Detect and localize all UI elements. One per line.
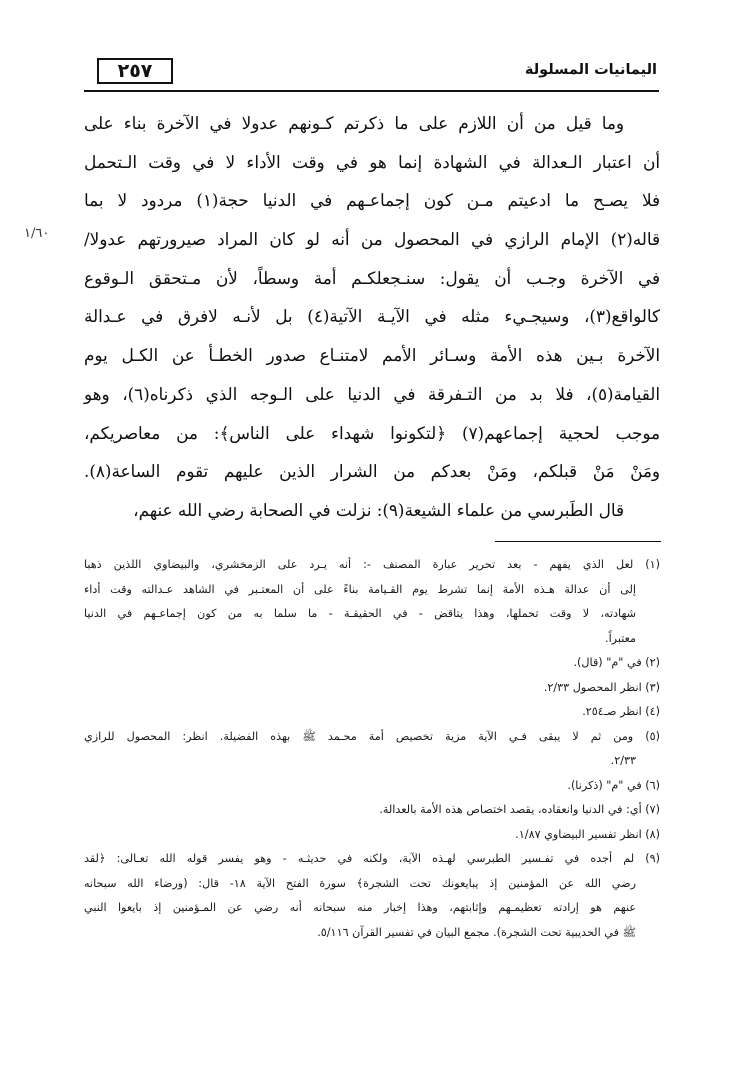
footnote-line: شهادته، لا وقت تحملها، وهذا يتاقض - في الحقيقـة - ما سلما به من كون إجماعـهم في الدنيا — [84, 607, 636, 620]
header-rule — [84, 90, 659, 92]
footnote-line: معتبراً. — [605, 631, 636, 645]
footnote-line: (٢) في "م" (قال). — [573, 656, 660, 669]
footnote-1 — [84, 553, 660, 651]
footnote-line: (٨) انظر تفسير البيضاوي ١/٨٧. — [515, 827, 660, 841]
footnote-4 — [84, 700, 660, 725]
footnote-line: ٢/٣٣. — [610, 754, 636, 767]
footnote-line: عنهم هو إرادته تعظيمـهم وإثابتهم، وهذا إخبار منه سبحانه أنه رضي عن المـؤمنين إذ بايعوا النبي — [84, 901, 636, 914]
footnote-line: (٧) أي: في الدنيا وانعقاده، يقصد اختصاص هذه الأمة بالعدالة. — [379, 803, 660, 816]
text-line: الآخرة بـين هذه الأمة وسـائر الأمم لامتنـاع صدور الخطـأ عن الكـل يوم — [84, 345, 660, 366]
text-line: موجب لحجية إجماعهم(٧) ﴿لتكونوا شهداء على الناس﴾: من معاصريكم، — [84, 422, 660, 443]
text-line: القيامة(٥)، فلا بد من التـفرقة في الدنيا على الـوجه الذي ذكرناه(٦)، وهو — [84, 383, 660, 404]
text-line: قاله(٢) الإمام الرازي في المحصول من أنه لو كان المراد صيرورتهم عدولا/ — [84, 229, 660, 250]
footnote-line: (٥) ومن ثم لا يبقى فـي الآية مزية تخصيص أمة محـمد ﷺ بهذه الفضيلة. انظر: المحصول للرازي — [84, 729, 660, 743]
text-line: قال الطَبرسي من علماء الشيعة(٩): نزلت في الصحابة رضي الله عنهم، — [133, 499, 624, 520]
footnote-separator — [495, 541, 661, 542]
footnote-line: إلى أن عدالة هـذه الأمة إنما تشرط يوم القـيامة بناءً على أن المعتـبر في الشاهد عـدالته وقت أداء — [84, 582, 636, 596]
margin-folio-note: ١/٦٠ — [24, 226, 50, 241]
text-line: ومَنْ مَنْ قبلكم، ومَنْ بعدكم من الشرار الذين عليهم تقوم الساعة(٨). — [84, 461, 660, 482]
footnote-8 — [84, 823, 660, 848]
footnote-line: (٣) انظر المحصول ٢/٣٣. — [543, 680, 660, 694]
footnote-6 — [84, 774, 660, 799]
text-line: فلا يصـح ما ادعيتم مـن كون إجماعـهم في الدنيا حجة(١) مردود لا بما — [84, 190, 660, 211]
page-number: ٢٥٧ — [97, 58, 173, 84]
footnotes — [84, 553, 660, 945]
footnote-line: (٤) انظر صـ٢٥٤. — [582, 705, 660, 718]
footnote-2 — [84, 651, 660, 676]
running-title: اليمانيات المسلولة — [524, 62, 657, 78]
text-line: وما قيل من أن اللازم على ما ذكرتم كـونهم عدولا في الآخرة بناء على — [84, 113, 624, 133]
footnote-line: (٦) في "م" (ذكرنا). — [567, 778, 660, 792]
footnote-5 — [84, 725, 660, 774]
text-line: كالواقع(٣)، وسيجـيء مثله في الآيـة الآتية(٤) بل لأنـه لافرق في عـدالة — [84, 306, 660, 327]
text-line: أن اعتبار الـعدالة في الشهادة إنما هو في وقت الأداء لا في وقت الـتحمل — [84, 151, 660, 172]
footnote-line: (١) لعل الذي يفهم - بعد تحرير عبارة المصنف -: أنه يـرد على الزمخشري، والبيضاوي اللذين ذهبا — [84, 558, 660, 571]
footnote-3 — [84, 676, 660, 701]
footnote-7 — [84, 798, 660, 823]
footnote-line: (٩) لم أجده في تفـسير الطبرسي لهـذه الآية، ولكنه في حديثـه - وهو يفسر قوله الله تعـالى: ﴿لقد — [84, 852, 660, 865]
footnote-9 — [84, 847, 660, 945]
main-text — [84, 104, 660, 530]
footnote-line: رضي الله عن المؤمنين إذ يبايعونك تحت الشجرة﴾ سورة الفتح الآية ١٨- قال: (ورضاء الله سبحانه — [84, 876, 636, 890]
text-line: في الآخرة وجـب أن يقول: سنـجعلكـم أمة وسطاً، لأن مـتحقق الـوقوع — [84, 267, 660, 288]
footnote-line: ﷺ في الحديبية تحت الشجرة). مجمع البيان في تفسير القرآن ٥/١١٦. — [317, 925, 636, 939]
